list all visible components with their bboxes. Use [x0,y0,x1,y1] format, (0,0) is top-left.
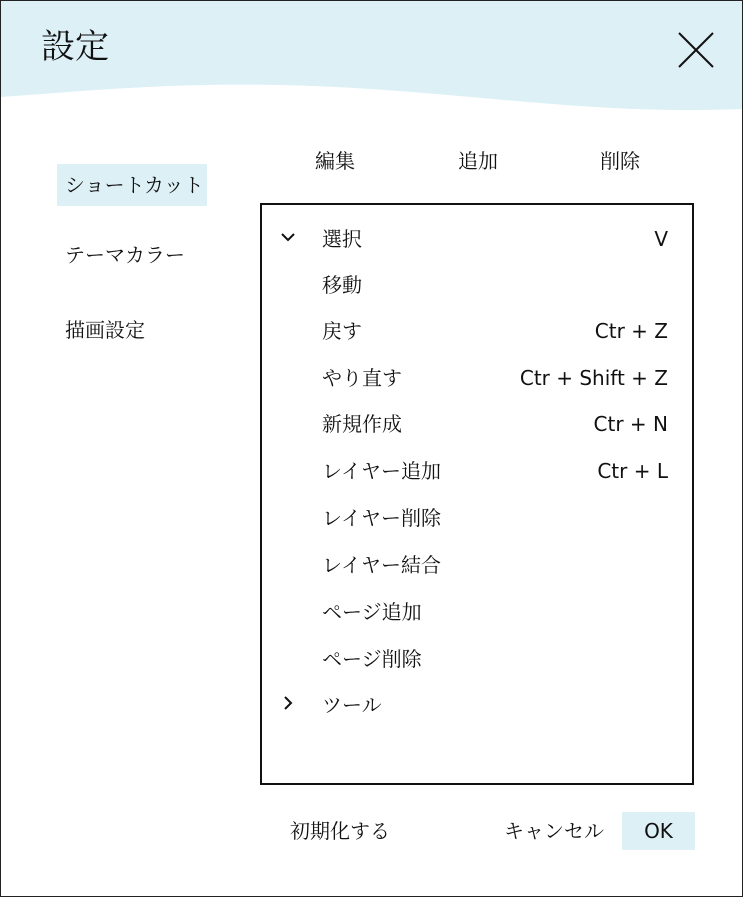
list-item[interactable] [262,406,692,442]
sidebar-item-draw-settings[interactable]: 描画設定 [65,318,145,342]
ok-button[interactable]: OK [622,812,695,850]
shortcut-label: 新規作成 [322,412,402,436]
shortcut-label: 選択 [322,227,362,251]
list-item[interactable] [262,360,692,396]
close-button[interactable] [673,29,717,73]
list-item[interactable] [262,313,692,349]
chevron-down-icon[interactable] [280,221,300,257]
shortcut-label: ページ削除 [322,647,422,671]
shortcut-key: V [654,227,668,251]
shortcut-key: Ctr + N [593,412,668,436]
delete-button[interactable]: 削除 [600,149,640,173]
sidebar-item-theme-color[interactable]: テーマカラー [65,243,185,267]
header-background [1,1,742,121]
edit-button[interactable]: 編集 [315,149,355,173]
shortcut-key: Ctr + Z [594,319,668,343]
shortcut-label: レイヤー追加 [322,459,441,483]
list-item[interactable] [262,594,692,630]
shortcut-label: やり直す [322,366,402,390]
list-item[interactable] [262,500,692,536]
add-button[interactable]: 追加 [458,149,498,173]
shortcut-label: ツール [322,693,382,717]
list-item[interactable] [262,641,692,677]
dialog-title: 設定 [41,27,109,67]
shortcut-label: レイヤー削除 [322,506,441,530]
shortcut-list [260,203,694,785]
shortcut-toolbar [261,141,696,181]
shortcut-label: 移動 [322,273,362,297]
list-item[interactable] [262,221,692,257]
list-item[interactable] [262,267,692,303]
list-item[interactable] [262,453,692,489]
shortcut-label: レイヤー結合 [322,553,441,577]
list-item[interactable] [262,687,692,723]
shortcut-label: 戻す [322,319,362,343]
shortcut-key: Ctr + Shift + Z [519,366,668,390]
reset-button[interactable]: 初期化する [290,819,390,843]
chevron-right-icon[interactable] [280,687,300,723]
settings-sidebar [57,164,207,351]
cancel-button[interactable]: キャンセル [504,819,604,843]
sidebar-item-shortcut[interactable]: ショートカット [57,164,207,206]
list-item[interactable] [262,547,692,583]
shortcut-key: Ctr + L [597,459,668,483]
close-icon [673,29,717,73]
shortcut-label: ページ追加 [322,600,422,624]
